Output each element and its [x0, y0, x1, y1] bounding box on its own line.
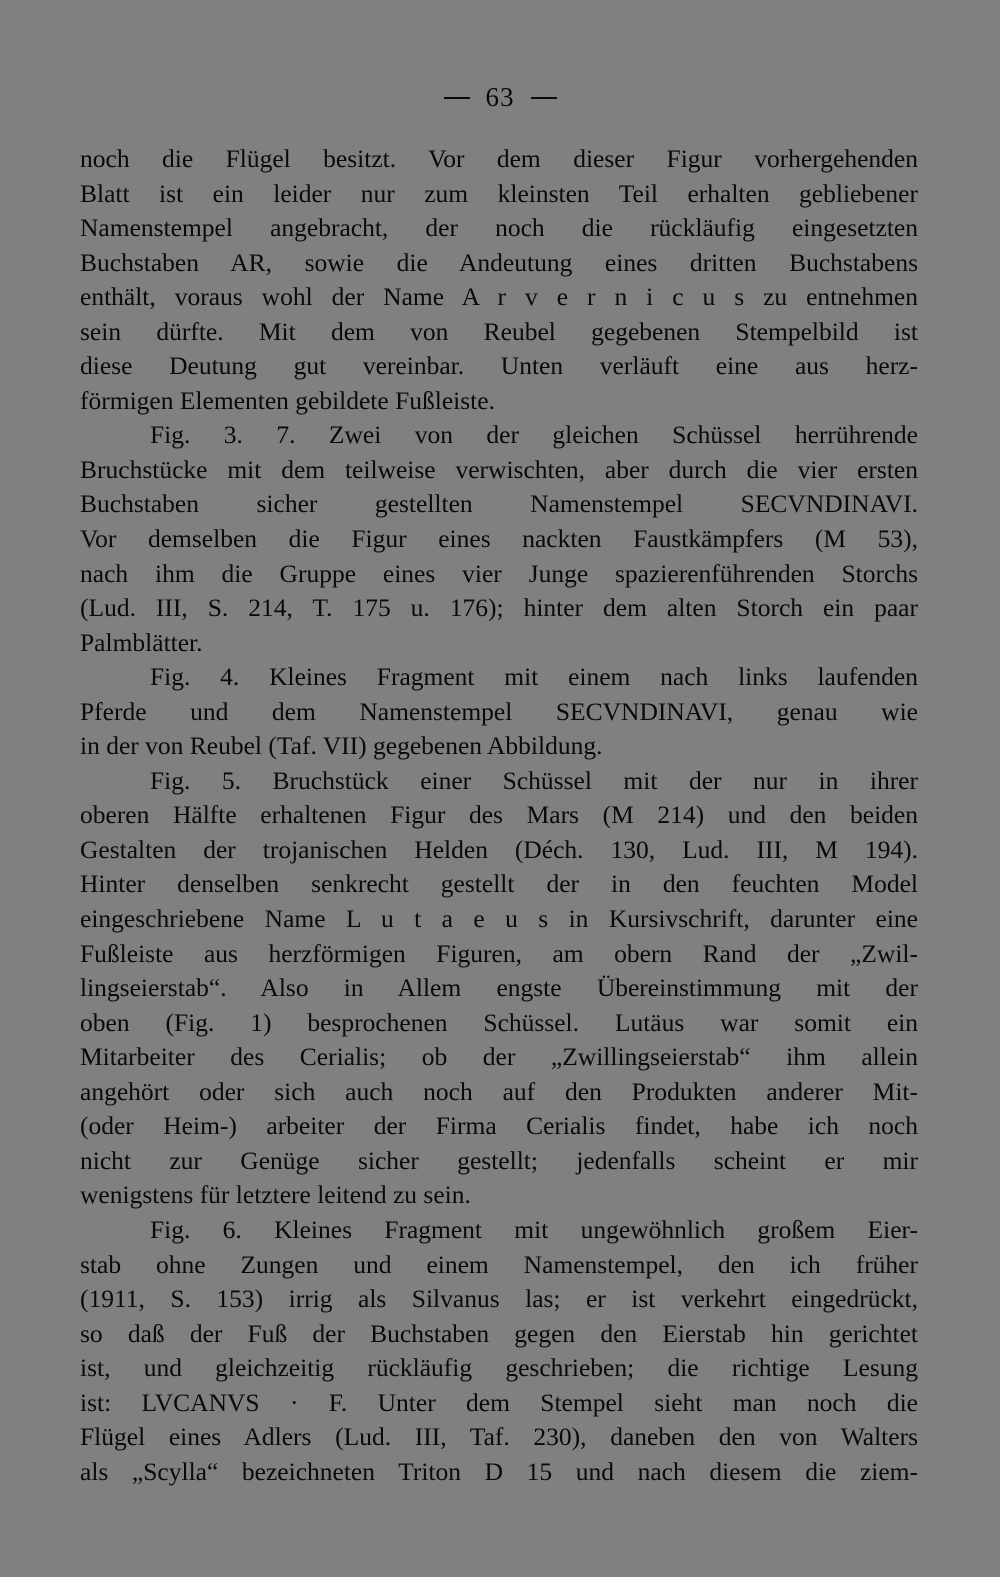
- body-text: [80, 142, 918, 1489]
- text-line: Fig. 5. Bruchstück einer Schüssel mit der nur in ihrer: [150, 765, 918, 795]
- text-line: Vor demselben die Figur eines nackten Faustkämpfers (M 53),: [80, 524, 918, 554]
- text-line: Fig. 4. Kleines Fragment mit einem nach links laufenden: [150, 662, 918, 692]
- text-line: oberen Hälfte erhaltenen Figur des Mars (M 214) und den beiden: [80, 800, 918, 830]
- page-number-dash-right: [531, 97, 557, 99]
- text-line: Palmblätter.: [80, 627, 203, 657]
- text-line: nicht zur Genüge sicher gestellt; jedenfalls scheint er mir: [80, 1145, 918, 1175]
- text-line: Pferde und dem Namenstempel SECVNDINAVI, genau wie: [80, 696, 918, 726]
- text-line: Fußleiste aus herzförmigen Figuren, am obern Rand der „Zwil-: [80, 938, 918, 968]
- text-line: Mitarbeiter des Cerialis; ob der „Zwillingseierstab“ ihm allein: [80, 1042, 918, 1072]
- text-line: (oder Heim-) arbeiter der Firma Cerialis findet, habe ich noch: [80, 1111, 918, 1141]
- text-line: wenigstens für letztere leitend zu sein.: [80, 1180, 471, 1210]
- text-line: sein dürfte. Mit dem von Reubel gegebenen Stempelbild ist: [80, 316, 918, 346]
- text-line: enthält, voraus wohl der Name A r v e r n i c u s zu entnehmen: [80, 282, 918, 312]
- text-line: so daß der Fuß der Buchstaben gegen den Eierstab hin gerichtet: [80, 1318, 918, 1348]
- text-line: Bruchstücke mit dem teilweise verwischten, aber durch die vier ersten: [80, 454, 918, 484]
- text-line: (Lud. III, S. 214, T. 175 u. 176); hinter dem alten Storch ein paar: [80, 593, 918, 623]
- text-line: lingseierstab“. Also in Allem engste Übereinstimmung mit der: [80, 973, 918, 1003]
- text-line: Fig. 6. Kleines Fragment mit ungewöhnlich großem Eier-: [150, 1214, 918, 1244]
- text-line: in der von Reubel (Taf. VII) gegebenen Abbildung.: [80, 731, 603, 761]
- page-number-text: 63: [485, 82, 515, 112]
- text-line: stab ohne Zungen und einem Namenstempel, den ich früher: [80, 1249, 918, 1279]
- text-line: Fig. 3. 7. Zwei von der gleichen Schüssel herrührende: [150, 420, 918, 450]
- text-line: noch die Flügel besitzt. Vor dem dieser Figur vorhergehenden: [80, 144, 918, 173]
- page-number-dash-left: [444, 97, 470, 99]
- text-line: eingeschriebene Name L u t a e u s in Kursivschrift, darunter eine: [80, 904, 918, 934]
- text-line: als „Scylla“ bezeichneten Triton D 15 und nach diesem die ziem-: [80, 1456, 918, 1486]
- text-line: Gestalten der trojanischen Helden (Déch. 130, Lud. III, M 194).: [80, 834, 918, 864]
- text-line: nach ihm die Gruppe eines vier Junge spazierenführenden Storchs: [80, 558, 918, 588]
- text-line: oben (Fig. 1) besprochenen Schüssel. Lutäus war somit ein: [80, 1007, 918, 1037]
- text-line: ist: LVCANVS · F. Unter dem Stempel sieht man noch die: [80, 1387, 918, 1417]
- text-line: Flügel eines Adlers (Lud. III, Taf. 230), daneben den von Walters: [80, 1422, 918, 1452]
- text-line: angehört oder sich auch noch auf den Produkten anderer Mit-: [80, 1076, 918, 1106]
- text-line: förmigen Elementen gebildete Fußleiste.: [80, 385, 495, 415]
- text-line: Blatt ist ein leider nur zum kleinsten Teil erhalten gebliebener: [80, 178, 918, 208]
- text-line: (1911, S. 153) irrig als Silvanus las; er ist verkehrt eingedrückt,: [80, 1284, 918, 1314]
- text-line: Namenstempel angebracht, der noch die rückläufig eingesetzten: [80, 213, 918, 243]
- text-line: Hinter denselben senkrecht gestellt der in den feuchten Model: [80, 869, 918, 899]
- text-line: Buchstaben sicher gestellten Namenstempel SECVNDINAVI.: [80, 489, 918, 519]
- text-line: diese Deutung gut vereinbar. Unten verläuft eine aus herz-: [80, 351, 918, 381]
- page-number: [0, 82, 1000, 113]
- text-line: ist, und gleichzeitig rückläufig geschrieben; die richtige Lesung: [80, 1353, 918, 1383]
- text-line: Buchstaben AR, sowie die Andeutung eines dritten Buchstabens: [80, 247, 918, 277]
